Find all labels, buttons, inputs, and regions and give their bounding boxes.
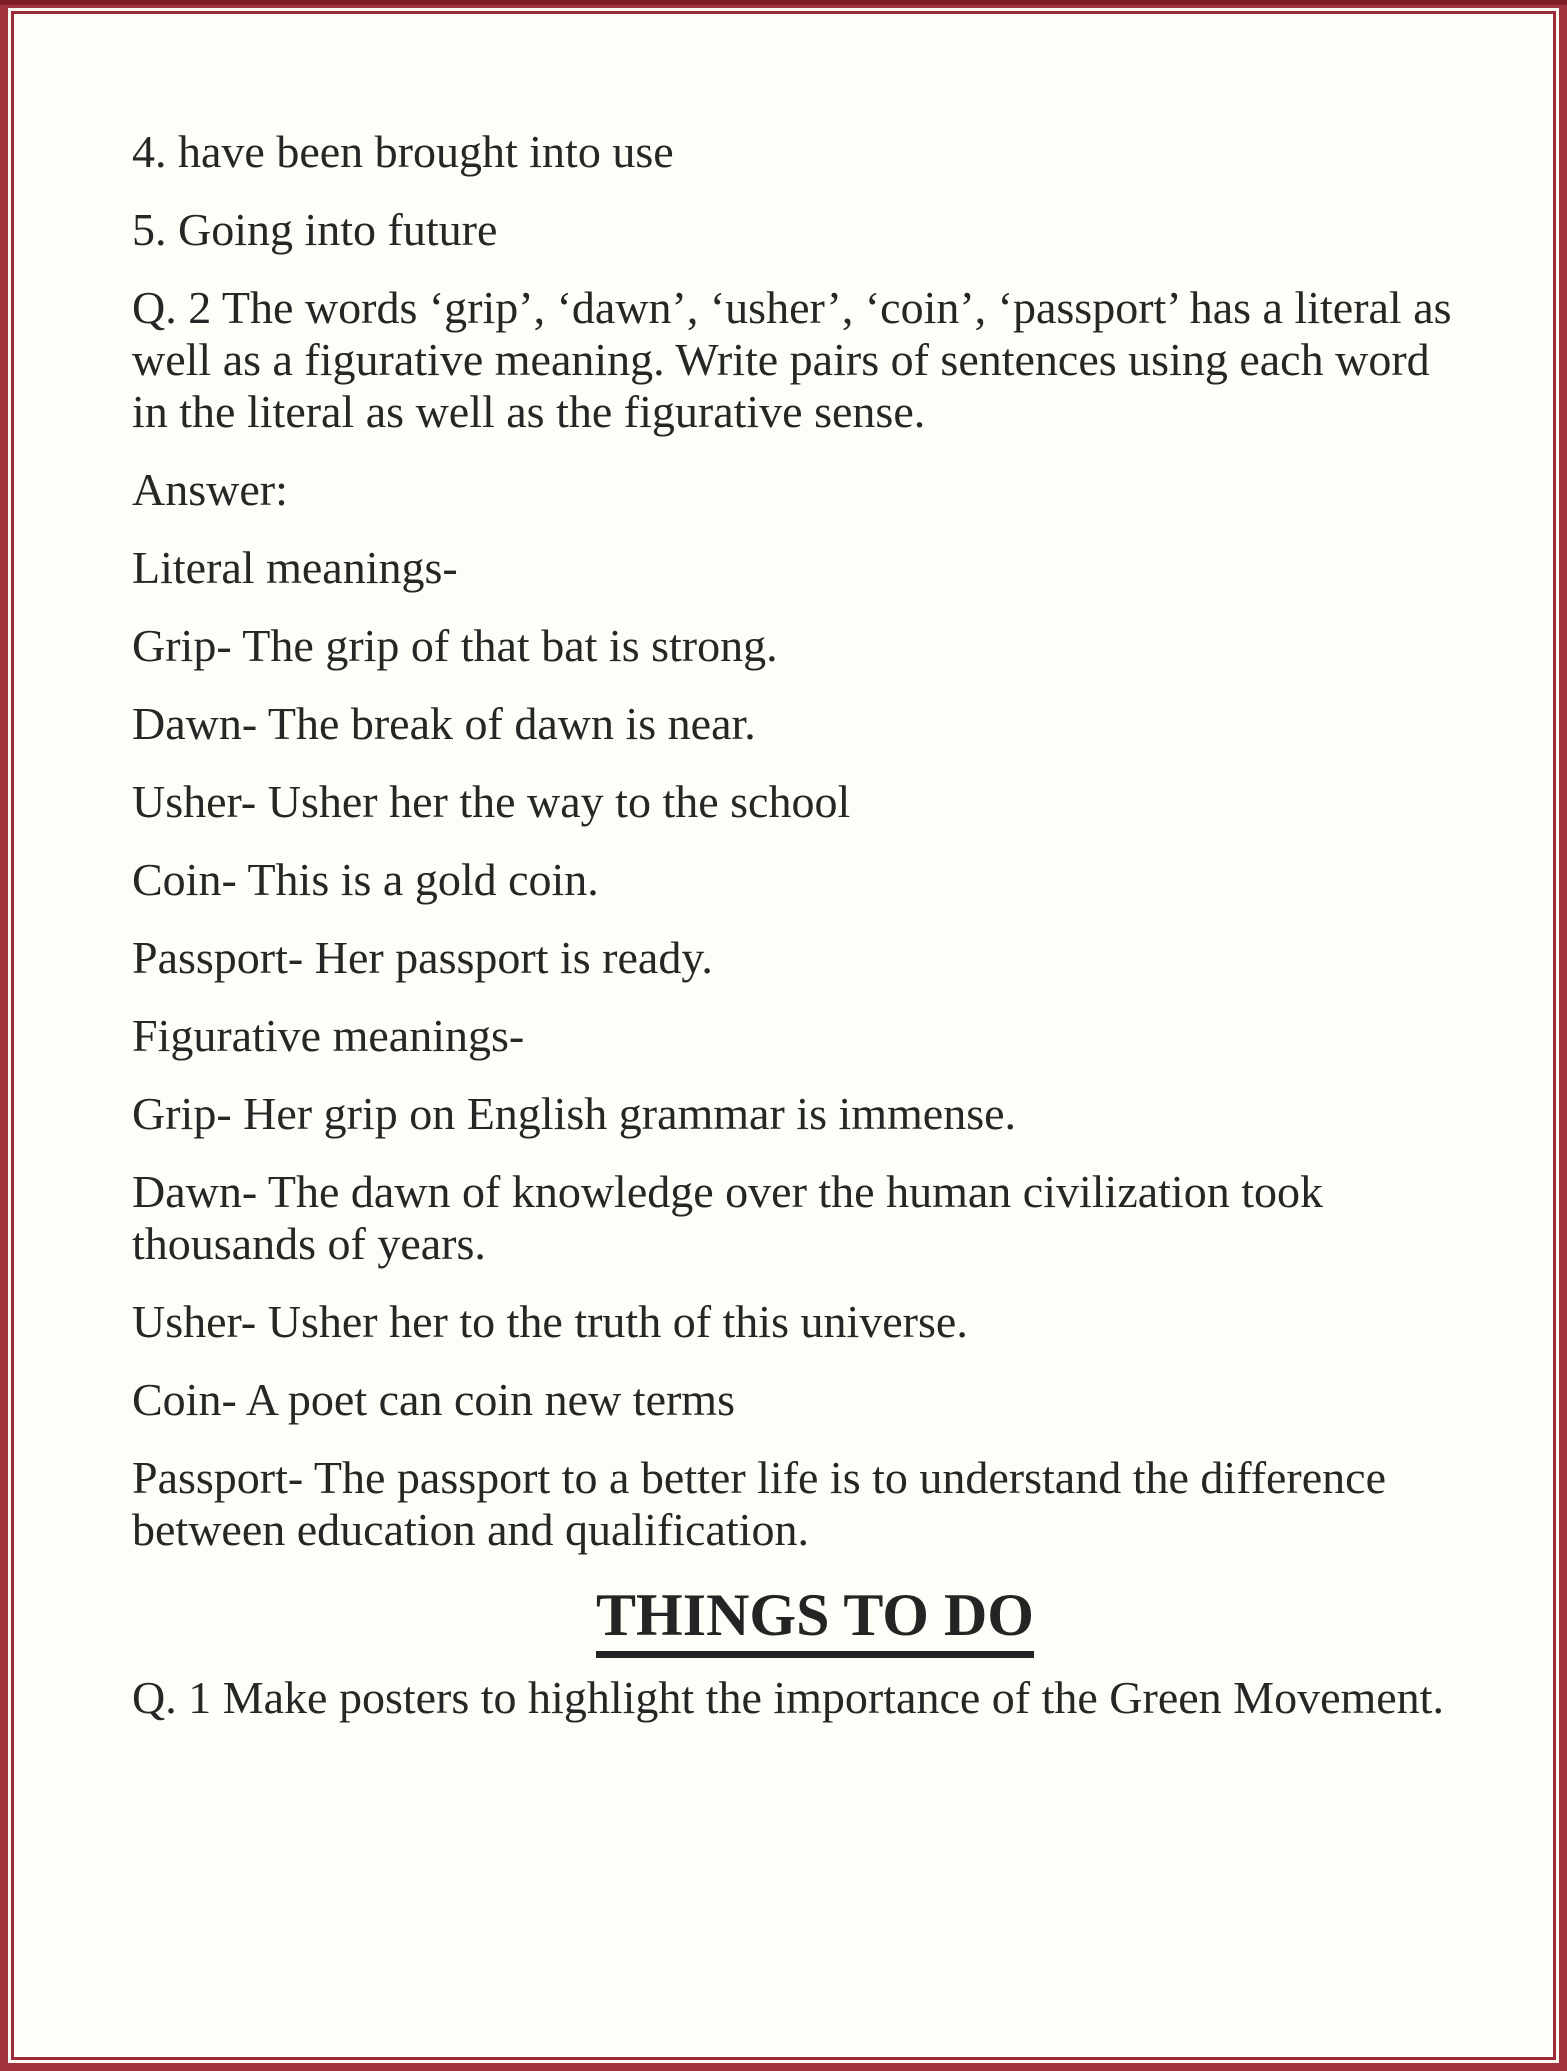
list-item-5: 5. Going into future <box>132 204 498 255</box>
question-2 <box>132 282 1498 438</box>
figurative-usher: Usher- Usher her to the truth of this universe. <box>132 1296 968 1347</box>
figurative-dawn-line-1: Dawn- The dawn of knowledge over the human civilization took <box>132 1166 1323 1217</box>
figurative-meanings-header: Figurative meanings- <box>132 1010 525 1061</box>
literal-meanings-header: Literal meanings- <box>132 542 458 593</box>
question-2-line-2: well as a figurative meaning. Write pairs of sentences using each word <box>132 334 1430 385</box>
answer-label: Answer: <box>132 464 288 515</box>
page-border-rim <box>8 8 1559 2063</box>
literal-coin: Coin- This is a gold coin. <box>132 854 599 905</box>
figurative-coin: Coin- A poet can coin new terms <box>132 1374 735 1425</box>
figurative-passport-line-2: between education and qualification. <box>132 1504 809 1555</box>
literal-dawn: Dawn- The break of dawn is near. <box>132 698 756 749</box>
literal-passport: Passport- Her passport is ready. <box>132 932 713 983</box>
question-1: Q. 1 Make posters to highlight the importance of the Green Movement. <box>132 1672 1444 1723</box>
figurative-grip: Grip- Her grip on English grammar is immense. <box>132 1088 1017 1139</box>
things-to-do-heading <box>132 1582 1498 1648</box>
figurative-passport <box>132 1452 1498 1556</box>
scan-top-edge <box>0 0 1567 5</box>
figurative-dawn <box>132 1166 1498 1270</box>
literal-grip: Grip- The grip of that bat is strong. <box>132 620 778 671</box>
literal-usher: Usher- Usher her the way to the school <box>132 776 851 827</box>
figurative-passport-line-1: Passport- The passport to a better life is to understand the difference <box>132 1452 1386 1503</box>
question-2-line-1: Q. 2 The words ‘grip’, ‘dawn’, ‘usher’, ‘coin’, ‘passport’ has a literal as <box>132 282 1452 333</box>
question-2-line-3: in the literal as well as the figurative sense. <box>132 386 926 437</box>
list-item-4: 4. have been brought into use <box>132 126 674 177</box>
figurative-dawn-line-2: thousands of years. <box>132 1218 486 1269</box>
things-to-do-heading-text: THINGS TO DO <box>596 1582 1034 1658</box>
document-page <box>11 11 1556 2060</box>
